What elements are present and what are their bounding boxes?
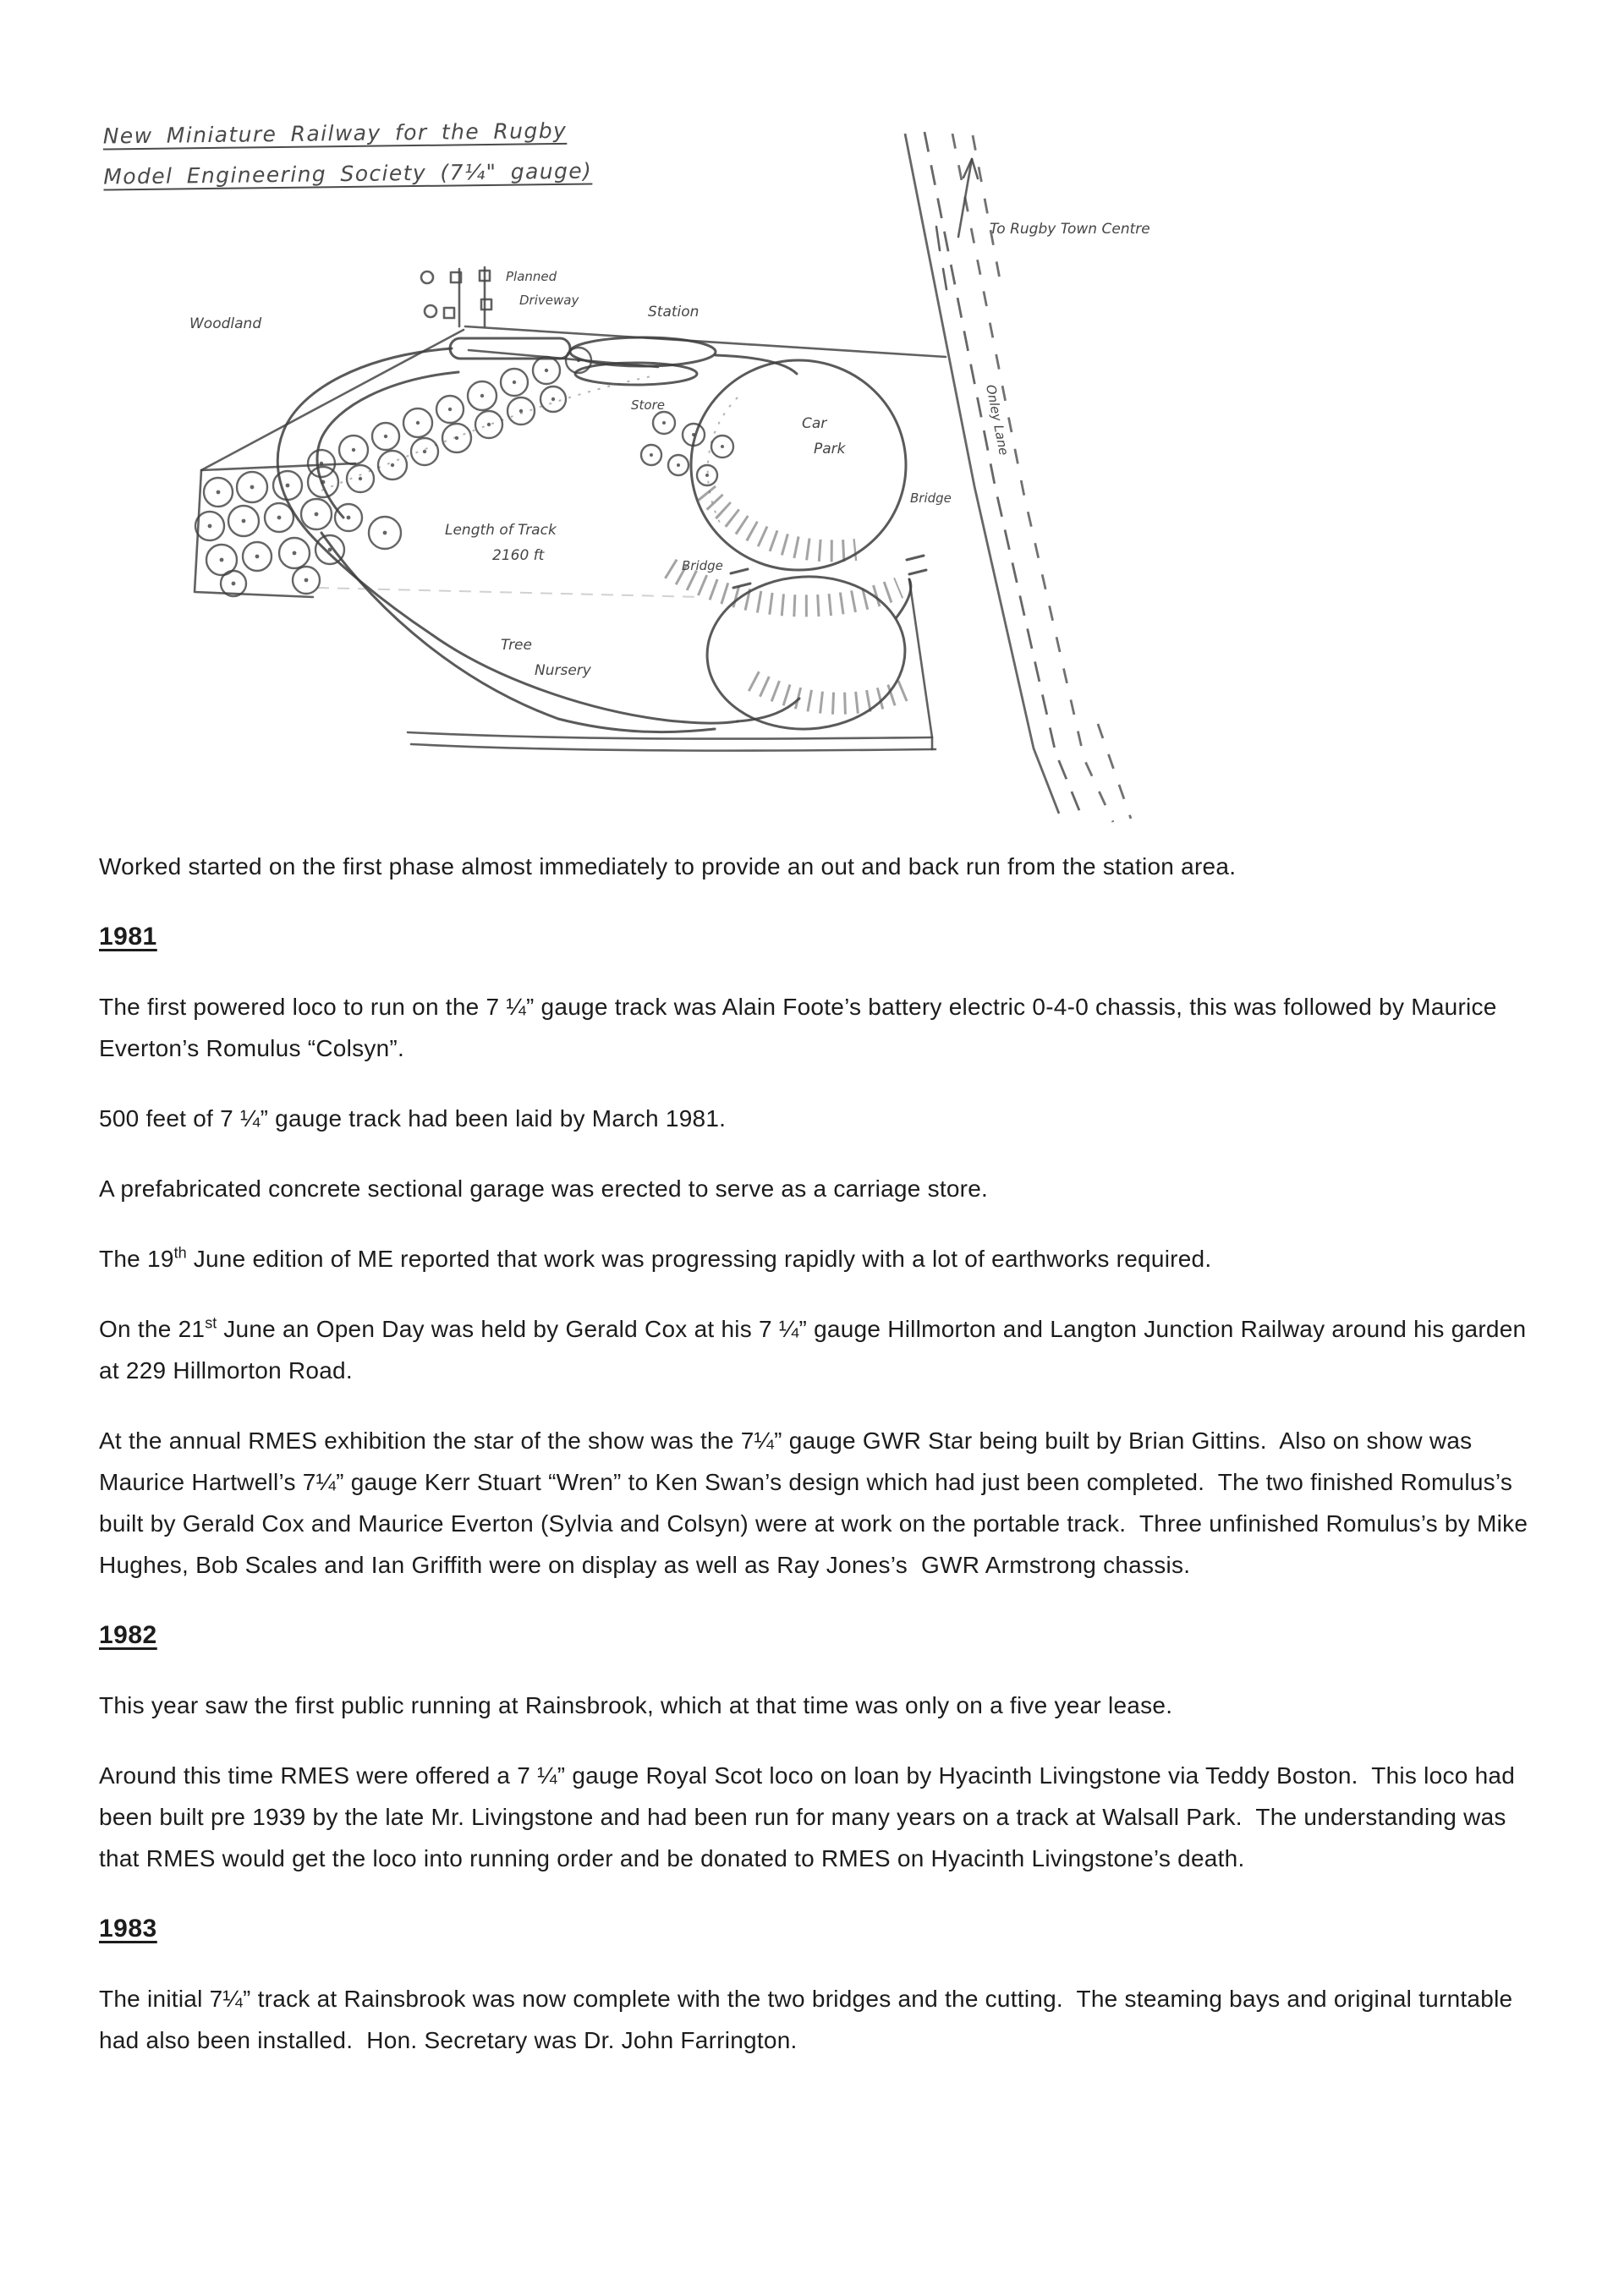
to-rugby-arrow [936,159,978,289]
handwritten-title-line1: New Miniature Railway for the Rugby [102,118,568,149]
paragraph-1981-me-edition [99,1238,1530,1280]
year-heading-1983: 1983 [99,1915,157,1943]
site-boundary [195,326,946,751]
track-loops [277,348,911,734]
text-segment: The 19 [99,1246,174,1272]
document-body [99,846,1535,2090]
woodland-trees [195,467,362,596]
paragraph-1981-garage: A prefabricated concrete sectional garage was erected to serve as a carriage store. [99,1175,989,1202]
paragraph-1981-open-day [99,1308,1533,1391]
car-park-label-2: Park [814,441,846,458]
text-segment: June edition of ME reported that work was progressing rapidly with a lot of earthworks required. [186,1246,1212,1272]
paragraph-1981-exhibition: At the annual RMES exhibition the star of the show was the 7¼” gauge GWR Star being built by Brian Gittins. Also on show was Maurice Hartwell’s 7¼” gauge Kerr Stuart “Wren” to Ken Swan’s design which had just been completed. The two finished Romulus’s built by Gerald Cox and Maurice Everton (Sylvia and Colsyn) were at work on the portable track. Three unfinished Romulus’s by Mike Hughes, Bob Scales and Ian Griffith were on display as well as Ray Jones’s GWR Armstrong chassis. [99,1427,1535,1578]
tree-nursery-label-2: Nursery [535,662,591,679]
station-label: Station [648,304,700,321]
ordinal-superscript: th [173,1244,187,1262]
station-sidings [450,337,716,385]
year-heading-1981: 1981 [99,923,157,951]
tree-belt [308,348,591,492]
track-length-label-2: 2160 ft [492,547,545,564]
cutting-hatch [670,492,908,704]
year-heading-1982: 1982 [99,1621,157,1649]
tree-nursery-label-1: Tree [501,637,532,654]
paragraph-1982-first-running: This year saw the first public running at Rainsbrook, which at that time was only on a five year lease. [99,1692,1173,1718]
onley-lane-label: Onley Lane [983,383,1012,457]
track-length-label-1: Length of Track [445,522,557,539]
store-label: Store [631,397,665,413]
woodland-label: Woodland [189,315,262,332]
to-rugby-label: To Rugby Town Centre [990,221,1150,238]
handwritten-title-line2: Model Engineering Society (7¼" gauge) [103,158,593,189]
text-segment: June an Open Day was held by Gerald Cox at his 7 ¼” gauge Hillmorton and Langton Junction Railway around his garden at 229 Hillmorton Road. [99,1316,1533,1384]
bridge-left-label: Bridge [682,558,723,573]
text-segment: On the 21 [99,1316,206,1342]
site-map-svg [110,127,1210,854]
bridge-right-label: Bridge [910,490,952,506]
site-map-drawing [110,127,1210,854]
car-park-label-1: Car [802,415,827,432]
paragraph-intro: Worked started on the first phase almost immediately to provide an out and back run from the station area. [99,853,1237,879]
paragraph-1983-track-complete: The initial 7¼” track at Rainsbrook was now complete with the two bridges and the cutting. The steaming bays and original turntable had also been installed. Hon. Secretary was Dr. John Farrington. [99,1986,1520,2053]
driveway-gate-posts [421,267,491,326]
planned-driveway-label-1: Planned [506,269,557,284]
lone-tree [369,517,401,549]
planned-driveway-label-2: Driveway [519,293,579,308]
paragraph-1981-500-feet: 500 feet of 7 ¼” gauge track had been laid by March 1981. [99,1105,727,1132]
paragraph-1982-royal-scot: Around this time RMES were offered a 7 ¼” gauge Royal Scot loco on loan by Hyacinth Livingstone via Teddy Boston. This loco had been built pre 1939 by the late Mr. Livingstone and had been run for many years on a track at Walsall Park. The understanding was that RMES would get the loco into running order and be donated to RMES on Hyacinth Livingstone’s death. [99,1762,1522,1871]
ordinal-superscript: st [205,1314,217,1332]
paragraph-1981-first-loco: The first powered loco to run on the 7 ¼” gauge track was Alain Foote’s battery electric 0-4-0 chassis, this was followed by Maurice Everton’s Romulus “Colsyn”. [99,994,1504,1061]
